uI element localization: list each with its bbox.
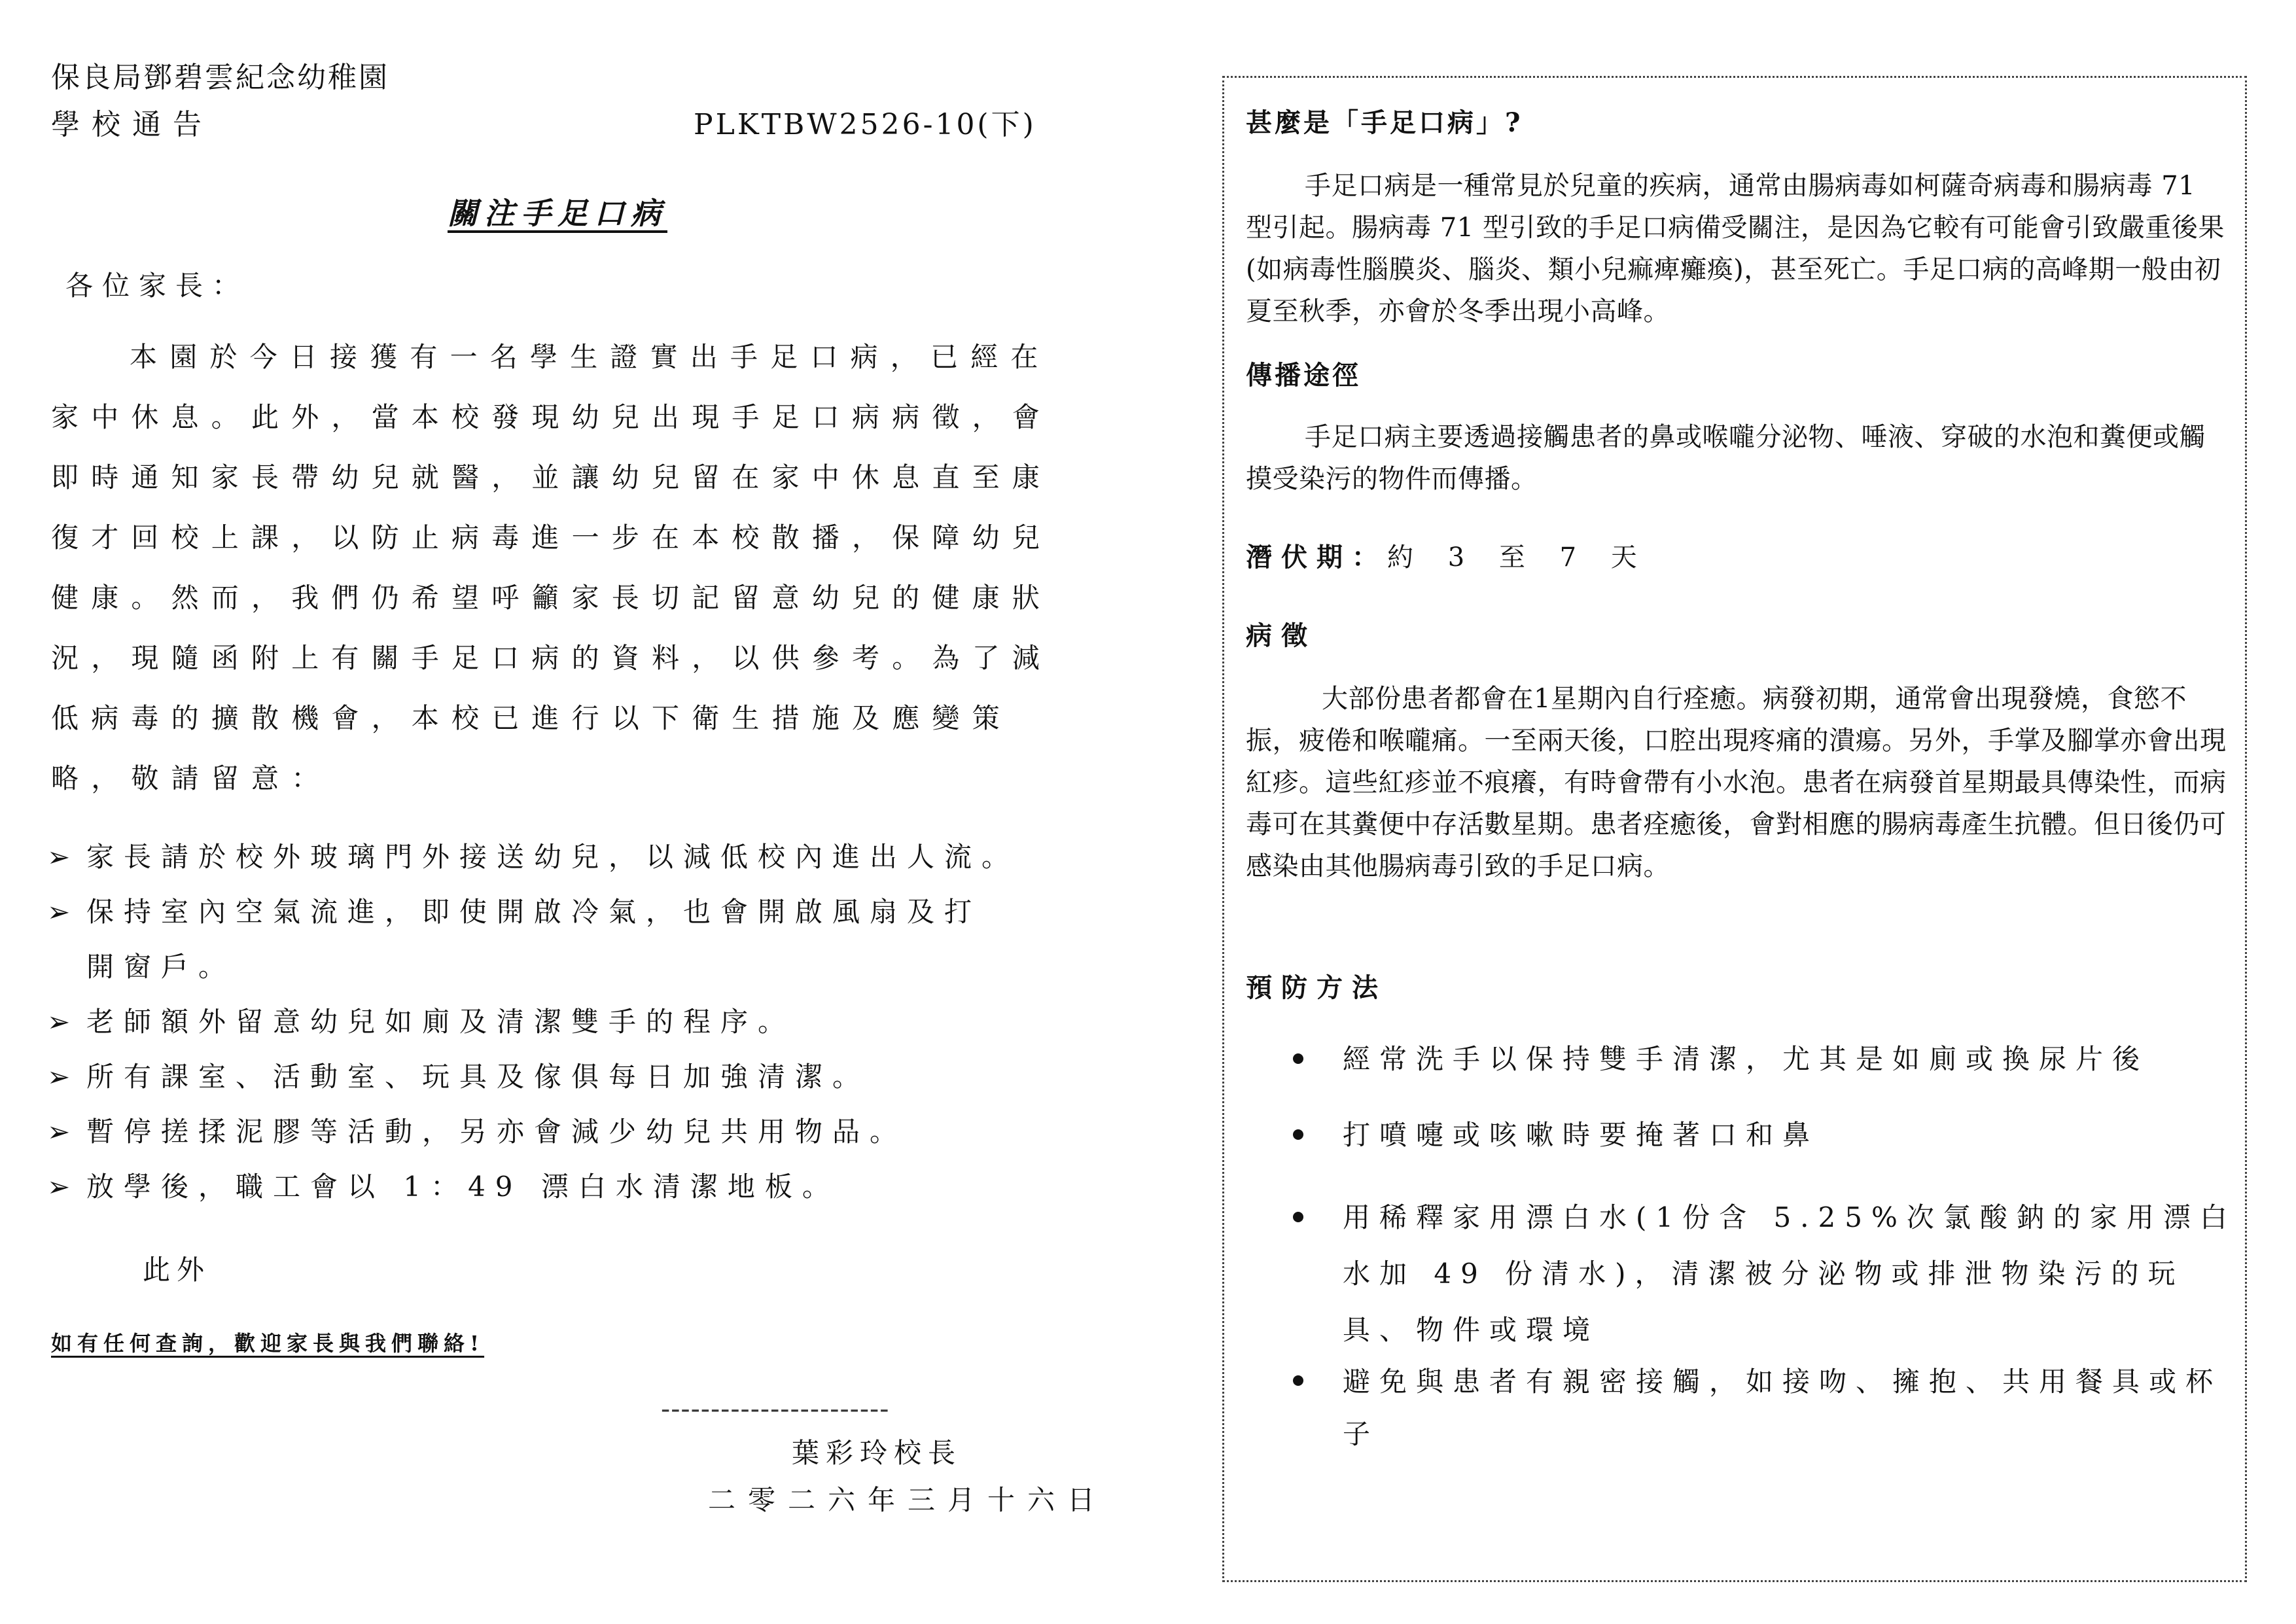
spread-heading: 傳播途徑 — [1246, 360, 1361, 391]
body-paragraph-text: 本園於今日接獲有一名學生證實出手足口病，已經在家中休息。此外，當本校發現幼兒出現手足口病病徵，會即時通知家長帶幼兒就醫，並讓幼兒留在家中休息直至康復才回校上課，以防止病毒進一步在本校散播，保障幼兒健康。然而，我們仍希望呼籲家長切記留意幼兒的健康狀況，現隨函附上有關手足口病的資料，以供參考。為了減低病毒的擴散機會，本校已進行以下衛生措施及應變策略，敬請留意： — [51, 341, 1053, 794]
notice-title: 關注手足口病 — [448, 196, 667, 231]
principal-name: 葉彩玲校長 — [792, 1437, 963, 1469]
prevention-item: 打噴嚏或咳嗽時要掩著口和鼻 — [1282, 1112, 2238, 1158]
measures-list — [47, 830, 1019, 1214]
bullet-dot-icon — [1293, 1129, 1303, 1140]
spread-text: 手足口病主要透過接觸患者的鼻或喉嚨分泌物、唾液、穿破的水泡和糞便或觸摸受染污的物件而傳播。 — [1246, 422, 2206, 494]
prevention-list — [1282, 1036, 2238, 1082]
measure-item: ➢ 暫停搓揉泥膠等活動，另亦會減少幼兒共用物品。 — [47, 1104, 1019, 1159]
incubation-row — [1246, 537, 1650, 574]
symptoms-text: 大部份患者都會在1星期內自行痊癒。病發初期，通常會出現發燒，食慾不振，疲倦和喉嚨痛。一至兩天後，口腔出現疼痛的潰瘍。另外，手掌及腳掌亦會出現紅疹。這些紅疹並不痕癢，有時會帶有小水泡。患者在病發首星期最具傳染性，而病毒可在其糞便中存活數星期。患者痊癒後，會對相應的腸病毒產生抗體。但日後仍可感染由其他腸病毒引致的手足口病。 — [1246, 684, 2227, 881]
prevention-list — [1282, 1356, 2238, 1460]
notice-date: 二零二六年三月十六日 — [708, 1484, 1108, 1516]
arrow-bullet-icon: ➢ — [47, 841, 71, 873]
prevention-item: 經常洗手以保持雙手清潔，尤其是如廁或換尿片後 — [1282, 1036, 2238, 1082]
also-text: 此外 — [143, 1254, 211, 1286]
measure-item: ➢ 保持室內空氣流進，即使開啟冷氣，也會開啟風扇及打 — [47, 885, 1019, 940]
incubation-label: 潛伏期： — [1246, 542, 1387, 573]
body-paragraph — [51, 327, 1085, 809]
bullet-dot-icon — [1293, 1212, 1303, 1222]
prevention-list — [1282, 1112, 2238, 1158]
measure-item-continuation: 開窗戶。 — [86, 951, 236, 983]
what-heading: 甚麼是「手足口病」? — [1246, 107, 1523, 138]
notice-label: 學校通告 — [51, 108, 213, 141]
salutation: 各位家長： — [65, 270, 249, 302]
school-name: 保良局鄧碧雲紀念幼稚園 — [51, 61, 389, 94]
symptoms-heading: 病徵 — [1246, 620, 1316, 651]
prevention-list — [1282, 1190, 2238, 1358]
incubation-value: 約 3 至 7 天 — [1387, 542, 1650, 573]
prevention-heading: 預防方法 — [1246, 972, 1387, 1003]
prevention-item: 用稀釋家用漂白水(1份含 5.25%次氯酸鈉的家用漂白水加 49 份清水)，清潔被分泌物或排泄物染污的玩具、物件或環境 — [1282, 1190, 2238, 1358]
arrow-bullet-icon: ➢ — [47, 1006, 71, 1038]
arrow-bullet-icon: ➢ — [47, 1171, 71, 1203]
arrow-bullet-icon: ➢ — [47, 896, 71, 928]
measure-item: ➢ 老師額外留意幼兒如廁及清潔雙手的程序。 — [47, 995, 1019, 1050]
arrow-bullet-icon: ➢ — [47, 1061, 71, 1093]
enquiry-note: 如有任何查詢，歡迎家長與我們聯絡! — [51, 1331, 485, 1356]
prevention-item: 避免與患者有親密接觸，如接吻、擁抱、共用餐具或杯子 — [1282, 1356, 2238, 1460]
what-text: 手足口病是一種常見於兒童的疾病，通常由腸病毒如柯薩奇病毒和腸病毒 71 型引起。腸病毒 71 型引致的手足口病備受關注，是因為它較有可能會引致嚴重後果(如病毒性腦膜炎、腦炎、類小兒痲痺癱瘓)，甚至死亡。手足口病的高峰期一般由初夏至秋季，亦會於冬季出現小高峰。 — [1246, 171, 2225, 327]
arrow-bullet-icon: ➢ — [47, 1116, 71, 1148]
measure-item: ➢ 所有課室、活動室、玩具及傢俱每日加強清潔。 — [47, 1050, 1019, 1104]
signature-line: ----------------------- — [661, 1392, 890, 1424]
notice-reference: PLKTBW2526-10(下) — [694, 108, 1036, 141]
measure-item: ➢ 家長請於校外玻璃門外接送幼兒，以減低校內進出人流。 — [47, 830, 1019, 885]
bullet-dot-icon — [1293, 1053, 1303, 1064]
measure-item: ➢ 放學後，職工會以 1：49 漂白水清潔地板。 — [47, 1159, 1019, 1214]
bullet-dot-icon — [1293, 1375, 1303, 1386]
